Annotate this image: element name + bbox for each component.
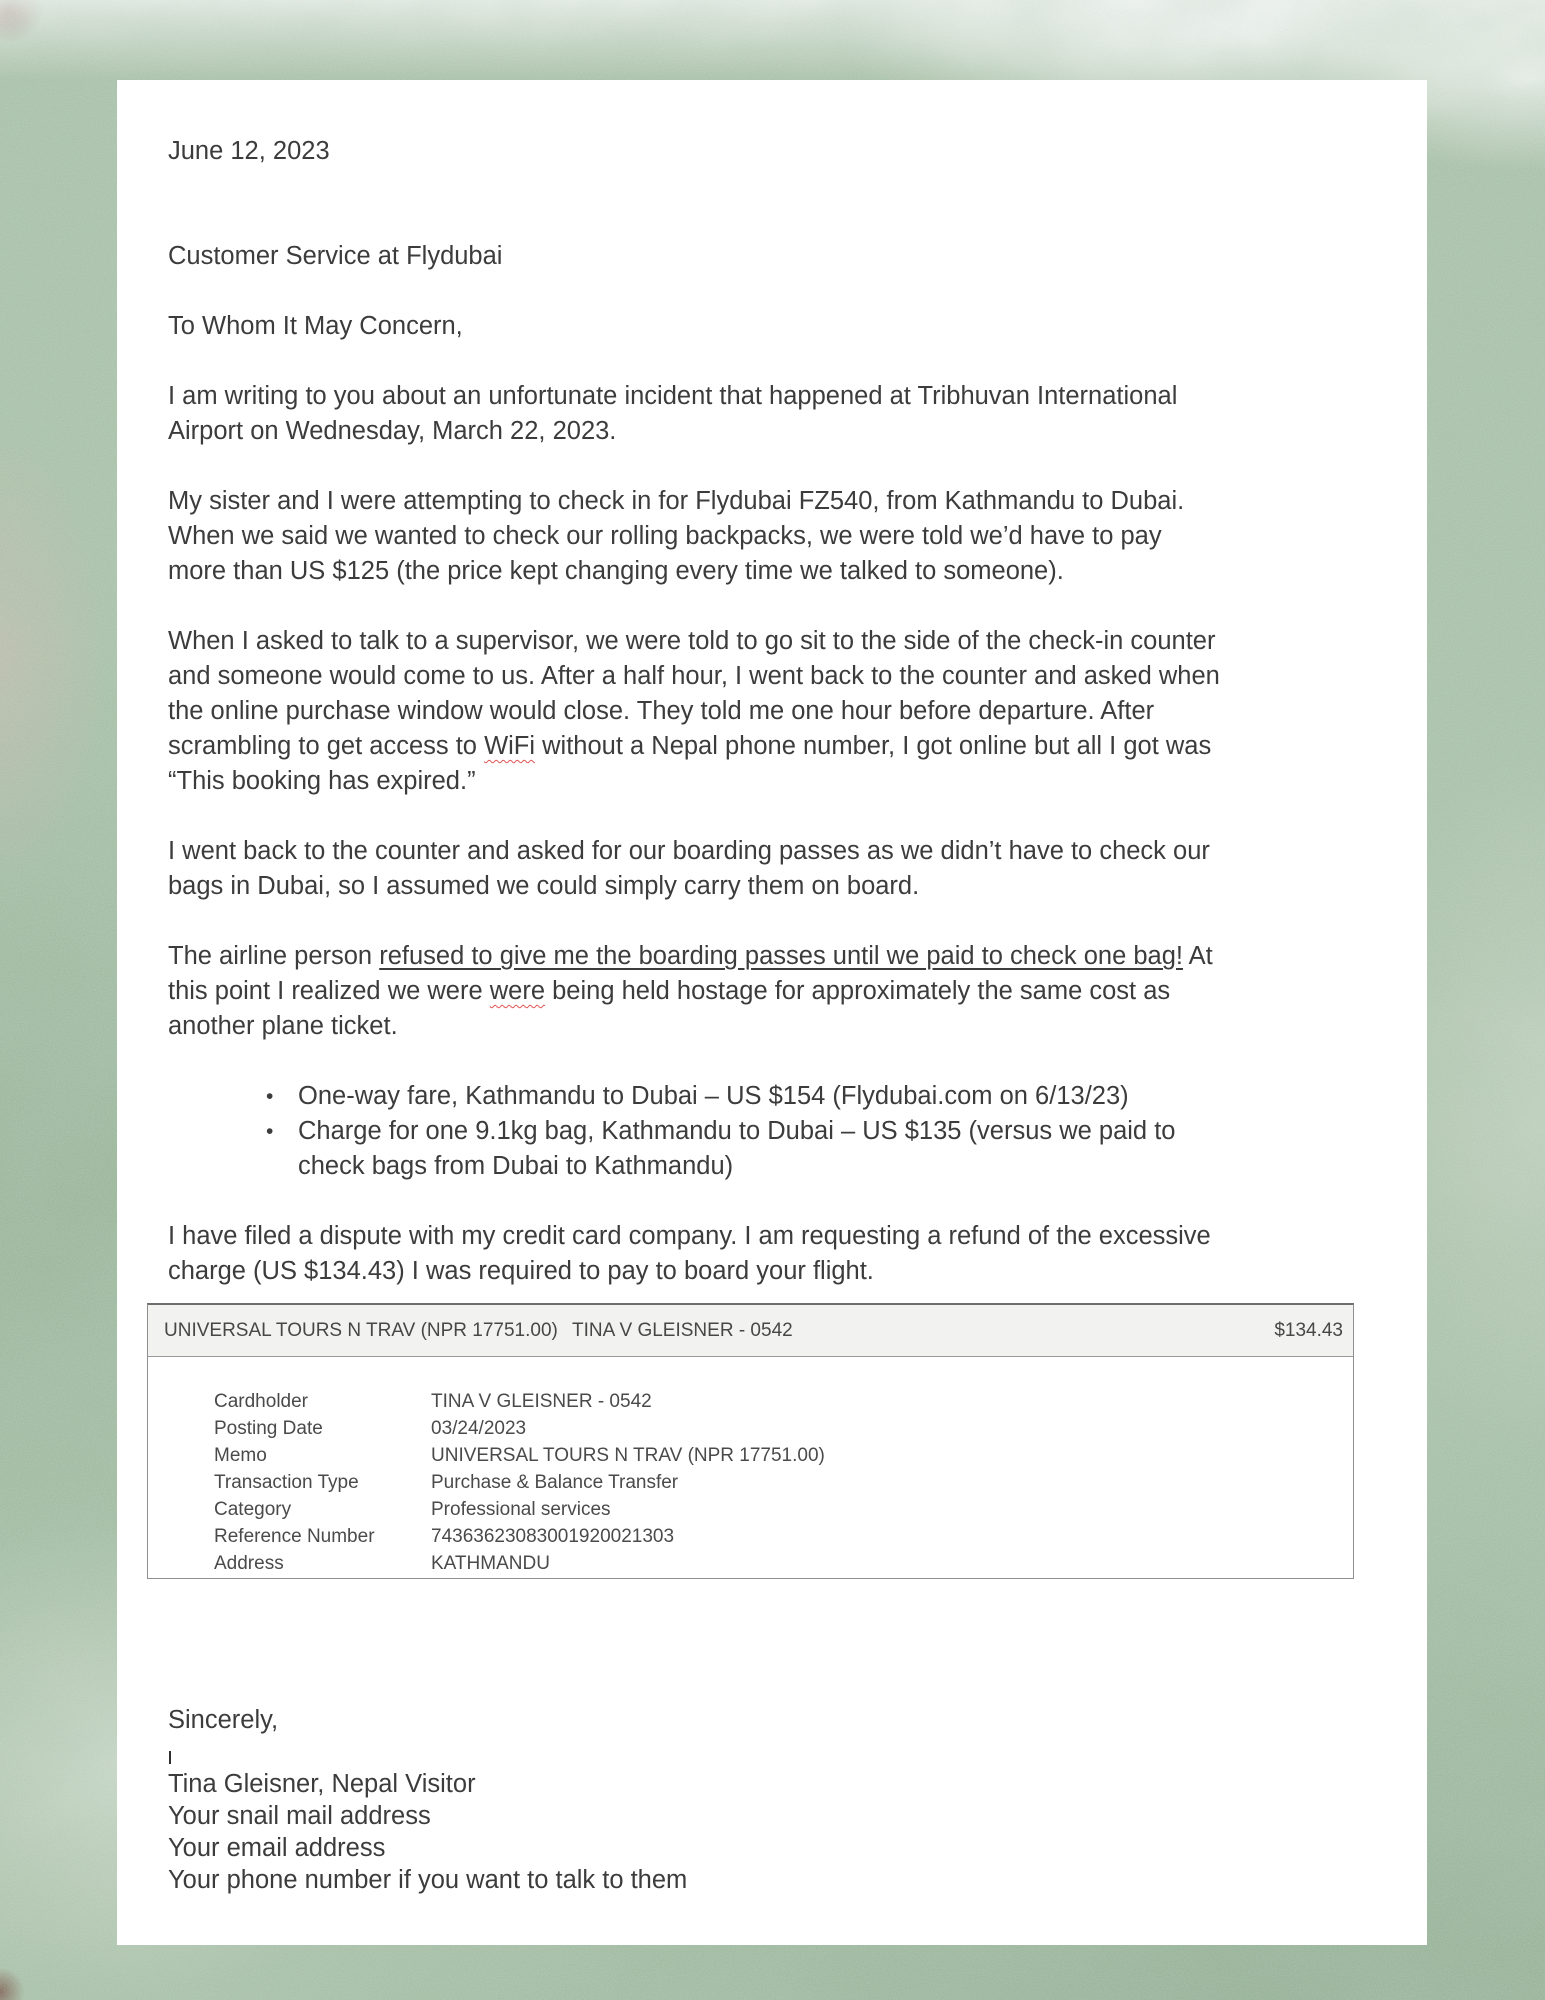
text-cursor-mark (169, 1751, 171, 1764)
transaction-card-body (148, 1357, 1353, 1578)
spellcheck-flagged-word: were (489, 977, 546, 1005)
transaction-header-row (148, 1305, 1353, 1357)
detail-value: UNIVERSAL TOURS N TRAV (NPR 17751.00) (431, 1445, 825, 1466)
cardholder-name: TINA V GLEISNER - 0542 (572, 1320, 793, 1341)
text-line (168, 414, 1365, 449)
letter-paragraphs (168, 379, 1365, 1044)
detail-row (214, 1388, 825, 1415)
text-segment: The airline person (168, 942, 380, 970)
transaction-screenshot-card (147, 1303, 1354, 1579)
letter-paragraph (168, 379, 1365, 449)
detail-label: Reference Number (214, 1526, 375, 1547)
detail-value: Professional services (431, 1499, 611, 1520)
detail-row (214, 1415, 825, 1442)
bullet-item (298, 1079, 1365, 1114)
signature-block (168, 1768, 1365, 1896)
detail-row (214, 1550, 825, 1577)
detail-label: Cardholder (214, 1391, 308, 1412)
text-line (168, 484, 1365, 519)
letter-paragraph (168, 484, 1365, 589)
signature-line: Your phone number if you want to talk to them (168, 1866, 688, 1894)
text-line (168, 939, 1365, 974)
text-line (168, 834, 1365, 869)
text-line (168, 869, 1365, 904)
text-line (168, 519, 1365, 554)
text-line (298, 1114, 1365, 1149)
text-segment: charge (US $134.43) I was required to pay to board your flight. (168, 1257, 874, 1285)
text-line (168, 379, 1365, 414)
text-segment: I have filed a dispute with my credit card company. I am requesting a refund of the excessive (168, 1222, 1211, 1250)
text-segment: I went back to the counter and asked for our boarding passes as we didn’t have to check our (168, 837, 1210, 865)
signature-line: Your snail mail address (168, 1802, 431, 1830)
detail-value: 03/24/2023 (431, 1418, 527, 1439)
text-segment: At (1182, 942, 1213, 970)
text-segment: being held hostage for approximately the same cost as (545, 977, 1171, 1005)
salutation: To Whom It May Concern, (168, 312, 463, 340)
detail-row (214, 1442, 825, 1469)
text-segment: without a Nepal phone number, I got online but all I got was (535, 732, 1212, 760)
letter-paragraph (168, 624, 1365, 799)
text-segment: check bags from Dubai to Kathmandu) (298, 1152, 734, 1180)
detail-value: TINA V GLEISNER - 0542 (431, 1391, 652, 1412)
text-segment: When we said we wanted to check our rolling backpacks, we were told we’d have to pay (168, 522, 1162, 550)
detail-row (214, 1496, 825, 1523)
transaction-amount: $134.43 (1274, 1320, 1343, 1341)
text-line (298, 1149, 1365, 1184)
detail-row (214, 1469, 825, 1496)
letter-paragraph (168, 834, 1365, 904)
bullet-item (298, 1114, 1365, 1184)
detail-label: Address (214, 1553, 284, 1574)
detail-value: 74363623083001920021303 (431, 1526, 675, 1547)
text-line (168, 1219, 1365, 1254)
detail-label: Category (214, 1499, 292, 1520)
text-line (168, 1009, 1365, 1044)
detail-label: Posting Date (214, 1418, 323, 1439)
text-segment: bags in Dubai, so I assumed we could simply carry them on board. (168, 872, 920, 900)
text-segment: another plane ticket. (168, 1012, 398, 1040)
letter-paragraph (168, 939, 1365, 1044)
letter-page (117, 80, 1427, 1945)
detail-label: Transaction Type (214, 1472, 359, 1493)
text-line (168, 764, 1365, 799)
text-segment: “This booking has expired.” (168, 767, 476, 795)
detail-label: Memo (214, 1445, 267, 1466)
signature-line: Your email address (168, 1834, 386, 1862)
text-segment: I am writing to you about an unfortunate incident that happened at Tribhuvan International (168, 382, 1178, 410)
text-line (168, 729, 1365, 764)
bullet-list (168, 1079, 1365, 1184)
text-segment: One-way fare, Kathmandu to Dubai – US $154 (Flydubai.com on 6/13/23) (298, 1082, 1129, 1110)
text-segment: and someone would come to us. After a half hour, I went back to the counter and asked when (168, 662, 1220, 690)
transaction-details (214, 1388, 825, 1577)
text-line (298, 1079, 1365, 1114)
text-segment: this point I realized we were (168, 977, 490, 1005)
text-line (168, 1254, 1365, 1289)
text-line (168, 624, 1365, 659)
text-segment: When I asked to talk to a supervisor, we were told to go sit to the side of the check-in counter (168, 627, 1216, 655)
text-segment: scrambling to get access to (168, 732, 485, 760)
letter-date: June 12, 2023 (168, 137, 330, 165)
signature-closing: Sincerely, (168, 1706, 279, 1734)
text-segment: more than US $125 (the price kept changing every time we talked to someone). (168, 557, 1064, 585)
signature-line: Tina Gleisner, Nepal Visitor (168, 1770, 476, 1798)
detail-value: Purchase & Balance Transfer (431, 1472, 679, 1493)
detail-value: KATHMANDU (431, 1553, 550, 1574)
closing-paragraph (168, 1219, 1365, 1289)
text-line (168, 974, 1365, 1009)
text-line (168, 554, 1365, 589)
underlined-phrase: refused to give me the boarding passes until we paid to check one bag! (379, 942, 1183, 970)
recipient-line: Customer Service at Flydubai (168, 242, 503, 270)
text-line (168, 694, 1365, 729)
text-line (168, 659, 1365, 694)
text-segment: My sister and I were attempting to check in for Flydubai FZ540, from Kathmandu to Dubai. (168, 487, 1185, 515)
text-segment: Charge for one 9.1kg bag, Kathmandu to Dubai – US $135 (versus we paid to (298, 1117, 1176, 1145)
merchant-name: UNIVERSAL TOURS N TRAV (NPR 17751.00) (164, 1320, 558, 1341)
detail-row (214, 1523, 825, 1550)
text-segment: the online purchase window would close. They told me one hour before departure. After (168, 697, 1155, 725)
text-segment: Airport on Wednesday, March 22, 2023. (168, 417, 617, 445)
spellcheck-flagged-word: WiFi (484, 732, 536, 760)
